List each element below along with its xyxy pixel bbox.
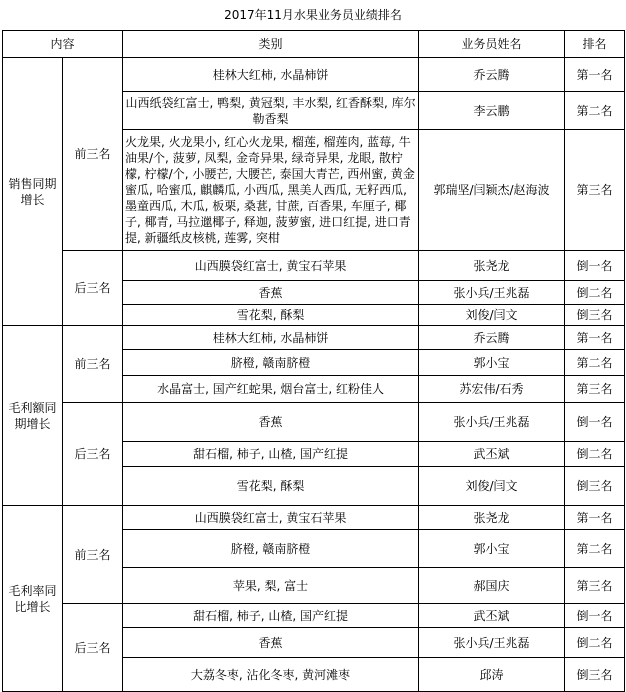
rank-cell: 第一名 xyxy=(565,326,625,350)
header-name: 业务员姓名 xyxy=(419,31,565,58)
rank-cell: 倒一名 xyxy=(565,604,625,628)
rank-cell: 倒三名 xyxy=(565,467,625,506)
table-row xyxy=(3,58,625,92)
category-cell: 水晶富士, 国产红蛇果, 烟台富士, 红粉佳人 xyxy=(123,376,419,403)
rank-cell: 第二名 xyxy=(565,92,625,130)
rank-cell: 第一名 xyxy=(565,506,625,530)
rank-cell: 倒二名 xyxy=(565,281,625,305)
salesperson-cell: 郭瑞坚/闫颖杰/赵海波 xyxy=(419,130,565,251)
header-category: 类别 xyxy=(123,31,419,58)
group-label: 前三名 xyxy=(63,326,123,403)
salesperson-cell: 张小兵/王兆磊 xyxy=(419,628,565,658)
page-title: 2017年11月水果业务员业绩排名 xyxy=(224,8,402,22)
salesperson-cell: 刘俊/闫文 xyxy=(419,305,565,326)
group-label: 前三名 xyxy=(63,506,123,604)
group-label: 后三名 xyxy=(63,403,123,506)
salesperson-cell: 郝国庆 xyxy=(419,568,565,604)
salesperson-cell: 张小兵/王兆磊 xyxy=(419,281,565,305)
salesperson-cell: 乔云腾 xyxy=(419,326,565,350)
rank-cell: 第三名 xyxy=(565,376,625,403)
category-cell: 香蕉 xyxy=(123,403,419,442)
table-row xyxy=(3,403,625,442)
rank-cell: 第三名 xyxy=(565,130,625,251)
group-label: 前三名 xyxy=(63,58,123,251)
salesperson-cell: 武丕斌 xyxy=(419,604,565,628)
category-cell: 火龙果, 火龙果小, 红心火龙果, 榴莲, 榴莲肉, 蓝莓, 牛油果/个, 菠萝, 凤梨, 金奇异果, 绿奇异果, 龙眼, 散柠檬, 柠檬/个, 小腰芒, 大腰芒, 泰国大青芒, 西州蜜, 黄金蜜瓜, 哈蜜瓜, 麒麟瓜, 小西瓜, 黑美人西瓜, 无籽西瓜, 墨童西瓜, 木瓜, 板栗, 桑葚, 甘蔗, 百香果, 车厘子, 椰子, 椰青, 马拉邋椰子, 释迦, 菠萝蜜, 进口红提, 进口青提, 新疆纸皮核桃, 莲雾, 突柑 xyxy=(123,130,419,251)
header-content: 内容 xyxy=(3,31,123,58)
category-cell: 甜石榴, 柿子, 山楂, 国产红提 xyxy=(123,442,419,467)
category-cell: 脐橙, 赣南脐橙 xyxy=(123,350,419,376)
rank-cell: 倒二名 xyxy=(565,628,625,658)
salesperson-cell: 苏宏伟/石秀 xyxy=(419,376,565,403)
rank-cell: 倒二名 xyxy=(565,442,625,467)
rank-cell: 第二名 xyxy=(565,350,625,376)
category-cell: 山西膜袋红富士, 黄宝石苹果 xyxy=(123,251,419,281)
category-cell: 桂林大红柿, 水晶柿饼 xyxy=(123,326,419,350)
category-cell: 苹果, 梨, 富士 xyxy=(123,568,419,604)
rank-cell: 第二名 xyxy=(565,530,625,568)
category-cell: 桂林大红柿, 水晶柿饼 xyxy=(123,58,419,92)
table-row xyxy=(3,604,625,628)
section-label: 销售同期增长 xyxy=(3,58,63,326)
rank-cell: 倒三名 xyxy=(565,305,625,326)
category-cell: 山西膜袋红富士, 黄宝石苹果 xyxy=(123,506,419,530)
salesperson-cell: 张尧龙 xyxy=(419,251,565,281)
rank-cell: 倒一名 xyxy=(565,251,625,281)
table-row xyxy=(3,326,625,350)
ranking-table xyxy=(2,30,625,692)
header-rank: 排名 xyxy=(565,31,625,58)
category-cell: 雪花梨, 酥梨 xyxy=(123,467,419,506)
salesperson-cell: 张尧龙 xyxy=(419,506,565,530)
salesperson-cell: 刘俊/闫文 xyxy=(419,467,565,506)
table-row xyxy=(3,506,625,530)
category-cell: 山西纸袋红富士, 鸭梨, 黄冠梨, 丰水梨, 红香酥梨, 库尔勒香梨 xyxy=(123,92,419,130)
header-row xyxy=(3,31,625,58)
salesperson-cell: 邱涛 xyxy=(419,658,565,692)
group-label: 后三名 xyxy=(63,251,123,326)
rank-cell: 倒一名 xyxy=(565,403,625,442)
category-cell: 大荔冬枣, 沾化冬枣, 黄河滩枣 xyxy=(123,658,419,692)
salesperson-cell: 郭小宝 xyxy=(419,350,565,376)
section-label: 毛利率同比增长 xyxy=(3,506,63,692)
category-cell: 脐橙, 赣南脐橙 xyxy=(123,530,419,568)
category-cell: 雪花梨, 酥梨 xyxy=(123,305,419,326)
category-cell: 香蕉 xyxy=(123,281,419,305)
table-row xyxy=(3,251,625,281)
group-label: 后三名 xyxy=(63,604,123,692)
rank-cell: 倒三名 xyxy=(565,658,625,692)
salesperson-cell: 张小兵/王兆磊 xyxy=(419,403,565,442)
salesperson-cell: 郭小宝 xyxy=(419,530,565,568)
rank-cell: 第一名 xyxy=(565,58,625,92)
section-label: 毛利额同期增长 xyxy=(3,326,63,506)
category-cell: 香蕉 xyxy=(123,628,419,658)
salesperson-cell: 乔云腾 xyxy=(419,58,565,92)
salesperson-cell: 李云鹏 xyxy=(419,92,565,130)
category-cell: 甜石榴, 柿子, 山楂, 国产红提 xyxy=(123,604,419,628)
salesperson-cell: 武丕斌 xyxy=(419,442,565,467)
rank-cell: 第三名 xyxy=(565,568,625,604)
